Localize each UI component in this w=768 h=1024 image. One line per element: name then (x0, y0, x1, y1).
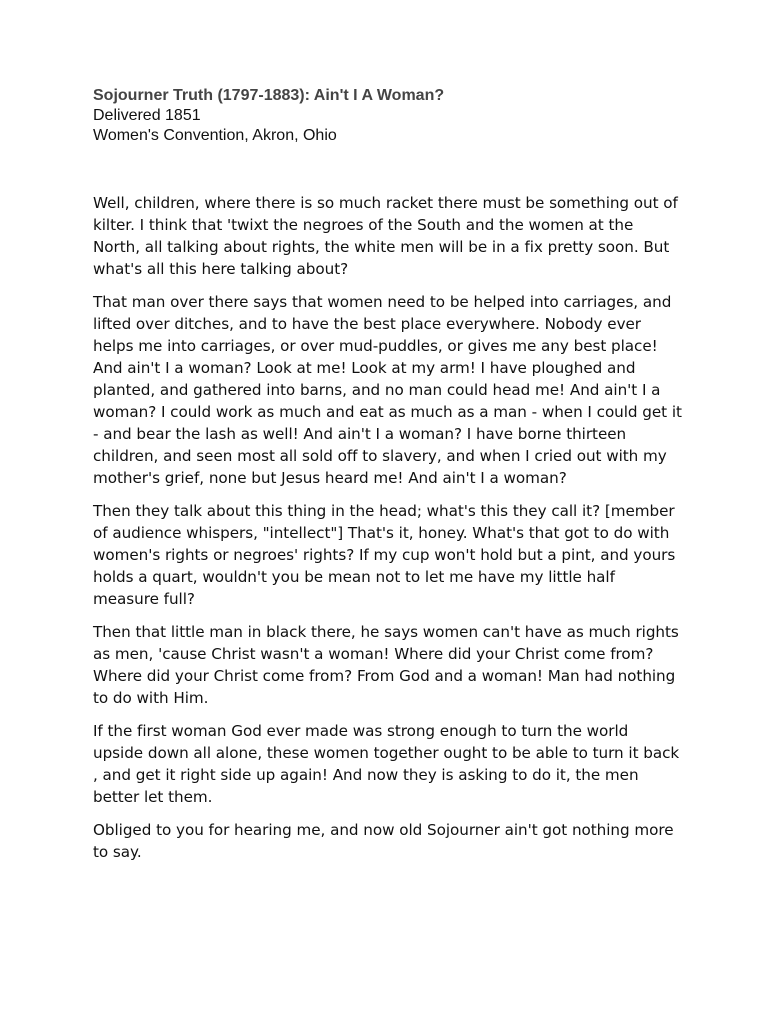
paragraph: That man over there says that women need to be helped into carriages, and lifted over ditches, and to have the best place everywhere. Nobody ever helps me into carriages, or over mud-puddles, or gives me any best place! And ain't I a woman? Look at me! Look at my arm! I have ploughed and planted, and gathered into barns, and no man could head me! And ain't I a woman? I could work as much and eat as much as a man - when I could get it - and bear the lash as well! And ain't I a woman? I have borne thirteen children, and seen most all sold off to slavery, and when I cried out with my mother's grief, none but Jesus heard me! And ain't I a woman? (93, 293, 682, 487)
speech-body (93, 192, 683, 863)
document-header (93, 86, 683, 146)
paragraph: Well, children, where there is so much racket there must be something out of kilter. I think that 'twixt the negroes of the South and the women at the North, all talking about rights, the white men will be in a fix pretty soon. But what's all this here talking about? (93, 194, 678, 278)
paragraph: Then that little man in black there, he says women can't have as much rights as men, 'cause Christ wasn't a woman! Where did your Christ come from? Where did your Christ come from? From God and a woman! Man had nothing to do with Him. (93, 623, 679, 707)
venue-line: Women's Convention, Akron, Ohio (93, 127, 337, 144)
document-page (93, 86, 683, 874)
paragraph: If the first woman God ever made was strong enough to turn the world upside down all alone, these women together ought to be able to turn it back , and get it right side up again! And now they is asking to do it, the men better let them. (93, 722, 680, 806)
document-title: Sojourner Truth (1797-1883): Ain't I A Woman? (93, 87, 445, 104)
paragraph: Then they talk about this thing in the head; what's this they call it? [member of audience whispers, "intellect"] That's it, honey. What's that got to do with women's rights or negroes' rights? If my cup won't hold but a pint, and yours holds a quart, wouldn't you be mean not to let me have my little half measure full? (93, 502, 676, 608)
delivered-line: Delivered 1851 (93, 107, 201, 124)
paragraph: Obliged to you for hearing me, and now old Sojourner ain't got nothing more to say. (93, 821, 674, 861)
